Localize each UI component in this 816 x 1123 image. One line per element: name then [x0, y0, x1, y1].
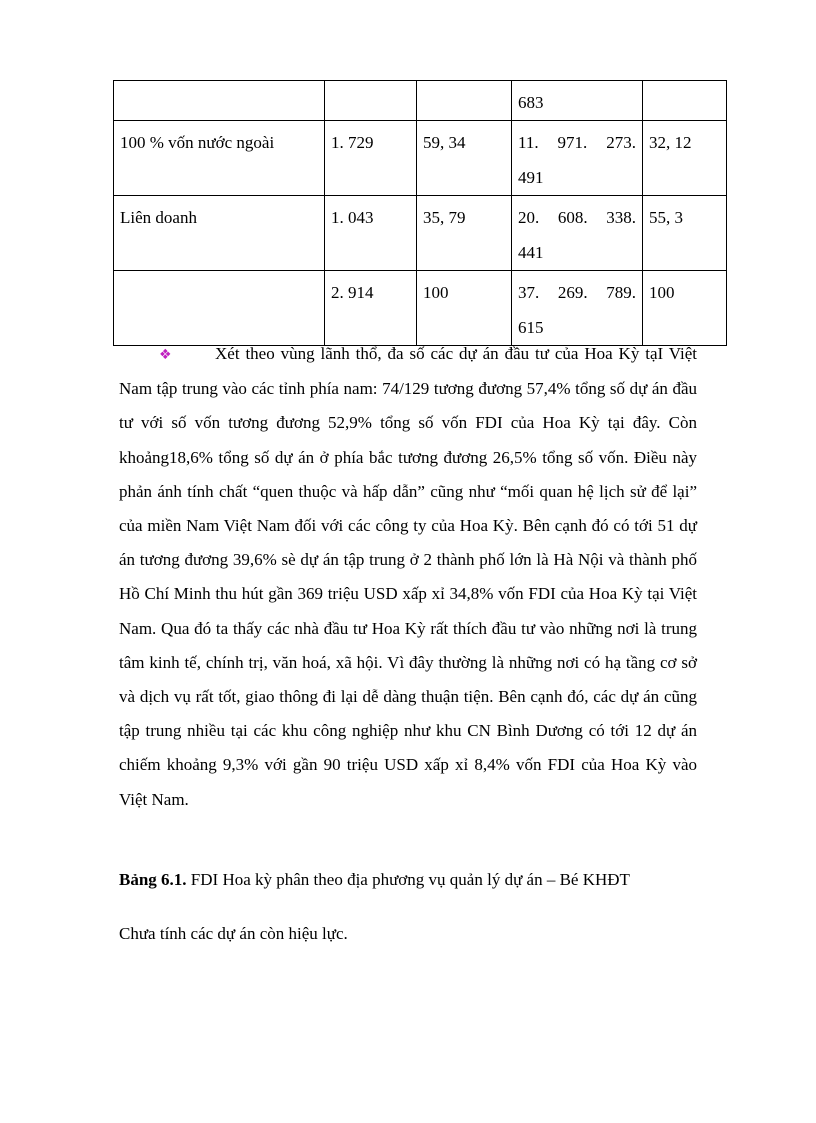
table-cell: 100	[643, 271, 727, 346]
table-cell	[417, 81, 512, 121]
table-cell	[114, 271, 325, 346]
table-cell: 100	[417, 271, 512, 346]
table-cell: 11. 971. 273. 491	[512, 121, 643, 196]
table-cell: 37. 269. 789. 615	[512, 271, 643, 346]
paragraph-text: Xét theo vùng lãnh thổ, đa số các dự án đầu tư của Hoa Kỳ tạI Việt Nam tập trung vào các tỉnh phía nam: 74/129 tương đương 57,4% tổng số dự án đầu tư với số vốn tương đương 52,9% tổng số vốn FDI của Hoa Kỳ tại đây. Còn khoảng18,6% tổng số dự án ở phía bắc tương đương 26,5% tổng số vốn. Điều này phản ánh tính chất “quen thuộc và hấp dẫn” cũng như “mối quan hệ lịch sử để lại” của miền Nam Việt Nam đối với các công ty của Hoa Kỳ. Bên cạnh đó có tới 51 dự án tương đương 39,6% sè dự án tập trung ở 2 thành phố lớn là Hà Nội và thành phố Hồ Chí Minh thu hút gần 369 triệu USD xấp xỉ 34,8% vốn FDI của Hoa Kỳ tại Việt Nam. Qua đó ta thấy các nhà đầu tư Hoa Kỳ rất thích đầu tư vào những nơi là trung tâm kinh tế, chính trị, văn hoá, xã hội. Vì đây thường là những nơi có hạ tầng cơ sở và dịch vụ rất tốt, giao thông đi lại dễ dàng thuận tiện. Bên cạnh đó, các dự án cũng tập trung nhiều tại các khu công nghiệp như khu CN Bình Dương có tới 12 dự án chiếm khoảng 9,3% với gần 90 triệu USD xấp xỉ 8,4% vốn FDI của Hoa Kỳ vào Việt Nam.	[119, 344, 697, 809]
table-cell: 32, 12	[643, 121, 727, 196]
table-cell: 2. 914	[325, 271, 417, 346]
table-row	[114, 196, 727, 271]
table-row	[114, 121, 727, 196]
table-cell: 1. 043	[325, 196, 417, 271]
table-cell: Liên doanh	[114, 196, 325, 271]
table-caption	[119, 870, 630, 890]
fdi-table	[113, 80, 727, 346]
table-cell: 55, 3	[643, 196, 727, 271]
table-row	[114, 81, 727, 121]
caption-label: Bảng 6.1.	[119, 870, 187, 889]
table-note: Chưa tính các dự án còn hiệu lực.	[119, 924, 348, 943]
diamond-bullet-icon: ❖	[159, 347, 172, 363]
table-cell	[114, 81, 325, 121]
body-paragraph	[119, 337, 697, 817]
table-cell	[643, 81, 727, 121]
table-row	[114, 271, 727, 346]
table-cell: 59, 34	[417, 121, 512, 196]
table-cell: 35, 79	[417, 196, 512, 271]
table-cell: 20. 608. 338. 441	[512, 196, 643, 271]
table-cell: 683	[512, 81, 643, 121]
table-cell	[325, 81, 417, 121]
table-cell: 100 % vốn nước ngoài	[114, 121, 325, 196]
caption-text: FDI Hoa kỳ phân theo địa phương vụ quản lý dự án – Bé KHĐT	[186, 870, 630, 889]
table-cell: 1. 729	[325, 121, 417, 196]
